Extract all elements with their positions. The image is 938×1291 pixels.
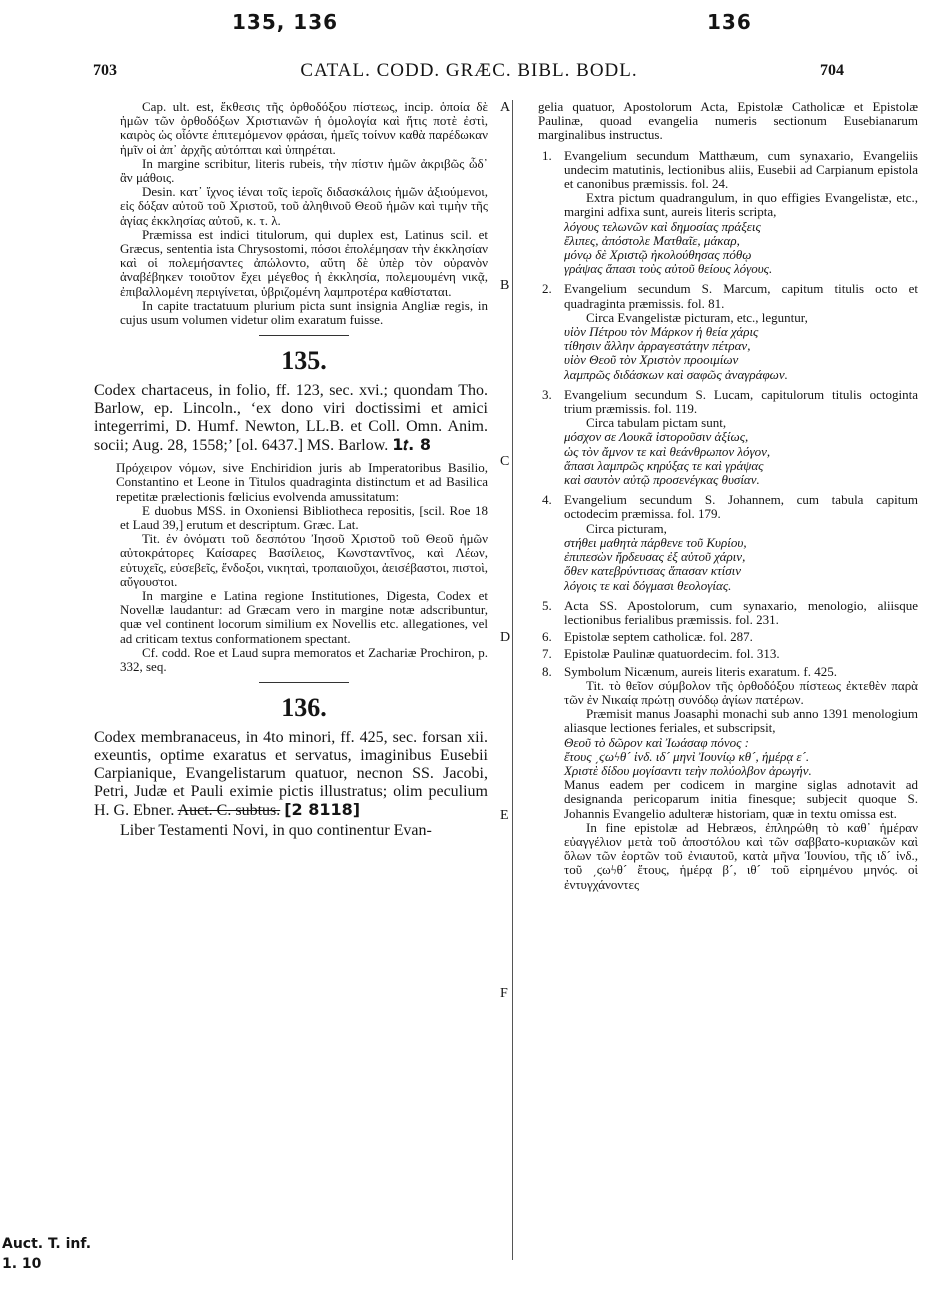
item-text-2: Evangelium secundum S. Marcum, capitum titulis octo et quadraginta præmissis. fol. 81. (564, 281, 918, 311)
list-item-5 (538, 599, 918, 627)
margin-letter-a: A (500, 100, 511, 115)
item-1-note: Extra pictum quadrangulum, in quo effigies Evangelistæ, etc., margini adfixa sunt, aureis literis scripta, (564, 190, 918, 220)
paragraph-in-fine: In fine epistolæ ad Hebræos, ἐπληρώθη τὸ καθ᾽ ἡμέραν εὐαγγέλιον μετὰ τοῦ ἀποστόλου καὶ τῶν σαββατο-κυριακῶν καὶ ὅλων τῶν ἑορτῶν τοῦ ἐνιαυτοῦ, κατὰ μῆνα Ἰουνίου, τῆς ιδ´ ἰνδ., τοῦ ͵ϛωϟθ´ ἔτους, ἡμέρᾳ β´, ιθ´ τοῦ εἰρημένου μηνός. οἱ ἐντυγχάνοντες (564, 819, 918, 892)
margin-note-shelfmark: Auct. T. inf. (2, 1236, 92, 1252)
verse-3-line-1: μόσχον σε Λουκᾶ ἱστοροῦσιν ἀξίως, (564, 429, 749, 445)
verse-1-line-2: ἔλιπες, ἀπόστολε Ματθαῖε, μάκαρ, (564, 232, 740, 248)
verse-1-line-3: μόνῳ δὲ Χριστῷ ἠκολούθησας πόθῳ (564, 247, 752, 263)
paragraph-in-capite: In capite tractatuum plurium picta sunt insignia Angliæ regis, in cujus usum volumen videtur olim exaratum fuisse. (120, 297, 488, 328)
item-3-note: Circa tabulam pictam sunt, (586, 415, 727, 431)
handwritten-shelfmark: [2 8118] (284, 800, 361, 820)
margin-letter-b: B (500, 278, 510, 293)
paragraph-e-duobus: E duobus MSS. in Oxoniensi Bibliotheca repositis, [scil. Roe 18 et Laud 39,] erutum et descriptum. Græc. Lat. (120, 502, 488, 533)
verse-3-line-2: ὡς τὸν ἄμνον τε καὶ θεάνθρωπον λόγον, (564, 443, 771, 459)
verse-4-line-3: ὅθεν κατεβρύντισας ἅπασαν κτίσιν (564, 563, 742, 579)
item-number-4: 4. (542, 492, 552, 508)
verse-1-line-1: λόγους τελωνῶν καὶ δημοσίας πράξεις (564, 218, 761, 234)
verse-2-line-3: υἱὸν Θεοῦ τὸν Χριστὸν προοιμίων (564, 352, 739, 368)
item-number-6: 6. (542, 629, 552, 645)
margin-letter-d: D (500, 630, 511, 645)
item-text-7: Epistolæ Paulinæ quatuordecim. fol. 313. (564, 646, 780, 662)
item-number-1: 1. (542, 147, 552, 163)
list-item-4 (538, 493, 918, 521)
list-item-7 (538, 647, 918, 661)
item-text-3: Evangelium secundum S. Lucam, capitulorum titulis octoginta trium præmissis. fol. 119. (564, 386, 918, 417)
margin-letter-c: C (500, 454, 510, 469)
list-item-1 (538, 149, 918, 192)
list-item-6 (538, 630, 918, 644)
section-rule-2 (259, 682, 349, 683)
margin-note-number: 1. 10 (2, 1256, 42, 1272)
handwritten-folio-number-right: 136 (707, 10, 752, 34)
verse-3-line-3: ἅπασι λαμπρῶς κηρύξας τε καὶ γράψας (564, 457, 764, 473)
paragraph-tit: Tit. ἐν ὀνόματι τοῦ δεσπότου Ἰησοῦ Χριστοῦ τοῦ Θεοῦ ἡμῶν αὐτοκράτορες Καίσαρες Βασίλειος, Κωνσταντῖνος, καὶ Λέων, εὐτυχεῖς, εὐσεβεῖς, ἔνδοξοι, νικηταὶ, τροπαιοῦχοι, ἀεισέβαστοι, πιστοὶ, αὔγουστοι. (120, 531, 488, 589)
paragraph-gelia: gelia quatuor, Apostolorum Acta, Epistolæ Catholicæ et Epistolæ Paulinæ, quoad evangelia numeris sectionum Eusebianarum marginalibus instructus. (538, 99, 918, 143)
margin-letter-e: E (500, 808, 509, 823)
verse-2-line-1: υἱὸν Πέτρου τὸν Μάρκον ἡ θεία χάρις (564, 324, 759, 340)
item-text-1: Evangelium secundum Matthæum, cum synaxario, Evangeliis undecim matutinis, lectionibus aliis, Eusebii ad Carpianum epistola et canonibus præmissis. fol. 24. (564, 147, 918, 192)
right-page-number: 704 (820, 62, 844, 79)
handwritten-folio-numbers: 135, 136 (232, 10, 339, 34)
verse-3-line-4: καὶ σαυτὸν αὐτῷ προσενέγκας θυσίαν. (564, 472, 760, 488)
column-divider (512, 100, 513, 1260)
item-text-8: Symbolum Nicænum, aureis literis exaratum. f. 425. (564, 663, 837, 679)
item-number-7: 7. (542, 646, 552, 662)
section-rule (259, 335, 349, 336)
list-item-3 (538, 388, 918, 416)
paragraph-liber: Liber Testamenti Novi, in quo continentur Evan- (120, 822, 432, 840)
paragraph-manus-eadem: Manus eadem per codicem in margine siglas adnotavit ad designanda pericoparum initia finesque; subjecit quoque S. Johannis Evangelio adulteræ historiam, quæ in textu omissa est. (564, 777, 918, 821)
item-2-note: Circa Evangelistæ picturam, etc., leguntur, (586, 309, 808, 325)
item-8-praemisit: Præmisit manus Joasaphi monachi sub anno 1391 menologium aliasque lectiones feriales, et subscripsit, (564, 706, 918, 736)
item-text-5: Acta SS. Apostolorum, cum synaxario, menologio, aliisque lectionibus ferialibus præmissis. fol. 231. (564, 597, 918, 627)
paragraph-desin: Desin. κατ᾽ ἴχνος ἱέναι τοῖς ἱεροῖς διδασκάλοις ἡμῶν ἀξιούμενοι, εἰς δόξαν αὐτοῦ τοῦ Χριστοῦ, τοῦ ἀληθινοῦ Θεοῦ ἡμῶν καὶ τιμὴν τῆς ἁγίας ἐκκλησίας αὐτοῦ, κ. τ. λ. (120, 184, 488, 228)
item-number-8: 8. (542, 663, 552, 679)
item-8-title: Tit. τὸ θεῖον σύμβολον τῆς ὀρθοδόξου πίστεως ἐκτεθὲν παρὰ τῶν ἐν Νικαίᾳ πρώτῃ συνόδῳ ἁγίων πατέρων. (564, 677, 918, 707)
paragraph-cf-codd: Cf. codd. Roe et Laud supra memoratos et Zachariæ Prochiron, p. 332, seq. (120, 644, 488, 675)
paragraph-in-margine-latina: In margine e Latina regione Institutiones, Digesta, Codex et Novellæ laudantur: ad Græcam vero in margine notæ adscribuntur, quæ vel continent locorum similium ex Novellis etc. allegationes, vel ad criticam textus conformationem spectant. (120, 588, 488, 646)
verse-5-line-2: ἔτους ͵ϛωϟθ´ ἰνδ. ιδ´ μηνὶ Ἰουνίῳ κθ´, ἡμέρᾳ ε´. (564, 748, 810, 764)
item-text-6: Epistolæ septem catholicæ. fol. 287. (564, 629, 753, 645)
codex-135-text: Codex chartaceus, in folio, ff. 123, sec. xvi.; quondam Tho. Barlow, ep. Lincoln., ‘ex dono viri doctissimi et amici integerrimi, D. Humf. Newton, LL.B. et Coll. Omn. Anim. socii; Aug. 28, 1558;’ [ol. 6437.] MS. Barlow. (94, 382, 488, 455)
section-number-135: 135. (281, 346, 327, 376)
verse-1-line-4: γράψας ἅπασι τοὺς αὐτοῦ θείους λόγους. (564, 261, 773, 277)
item-number-3: 3. (542, 386, 552, 402)
verse-2-line-2: τίθησιν ἄλλην ἀρραγεστάτην πέτραν, (564, 338, 751, 354)
paragraph-in-margine: In margine scribitur, literis rubeis, τὴν πίστιν ἡμῶν ἀκριβῶς ὧδ᾽ ἂν μάθοις. (120, 155, 488, 186)
item-4-note: Circa picturam, (586, 520, 667, 536)
verse-2-line-4: λαμπρῶς διδάσκων καὶ σαφῶς ἀναγράφων. (564, 366, 788, 382)
handwritten-folio-correction: 1𝑡. 8 (392, 435, 431, 455)
right-column (538, 100, 918, 892)
list-item-8 (538, 665, 918, 679)
codex-136-text: Codex membranaceus, in 4to minori, ff. 425, sec. forsan xii. exeuntis, optime exaratus et servatus, imaginibus Eusebii Carpianique, Evangelistarum quatuor, necnon SS. Jacobi, Petri, Judæ et Pauli eximie pictis illustratus; olim peculium H. G. Ebner. (94, 729, 488, 820)
section-number-136: 136. (281, 693, 327, 723)
paragraph-cap-ult: Cap. ult. est, ἔκθεσις τῆς ὀρθοδόξου πίστεως, incip. ὁποία δὲ ἡμῶν τῶν ὀρθοδόξων Χριστιανῶν ἡ ὁμολογία καὶ ἥτις ποτὲ ἐστὶ, καιρὸς ὡς οἷόντε ἐπιτεμόμενον φράσαι, ἡμεῖς τοίνυν καθὰ παρέδωκαν ἡμῖν οἱ ἀπ᾽ ἀρχῆς αὐτόπται καὶ ὑπηρέται. (120, 99, 488, 157)
verse-5-line-1: Θεοῦ τὸ δῶρον καὶ Ἰωάσαφ πόνος : (564, 734, 749, 750)
verse-5-line-3: Χριστὲ δίδου μογίσαντι τεὴν πολύολβον ἀρωγήν. (564, 762, 812, 778)
verse-4-line-2: ἐπιπεσὼν ἤρδευσας ἐξ αὐτοῦ χάριν, (564, 549, 746, 565)
paragraph-procheiron: Πρόχειρον νόμων, sive Enchiridion juris ab Imperatoribus Basilio, Constantino et Leone in Titulos quadraginta distinctum et ad Basilica repetitæ prælectionis fœlicius evolvenda amussitatum: (116, 460, 488, 504)
left-column (94, 99, 488, 840)
left-page-number: 703 (93, 62, 117, 79)
item-text-4: Evangelium secundum S. Johannem, cum tabula capitum octodecim præmissa. fol. 179. (564, 492, 918, 522)
verse-4-line-4: λόγοις τε καὶ δόγμασι θεολογίας. (564, 577, 732, 593)
running-title: CATAL. CODD. GRÆC. BIBL. BODL. (300, 60, 638, 81)
paragraph-praemissa: Præmissa est indici titulorum, qui duplex est, Latinus scil. et Græcus, sententia ista Chrysostomi, πόσοι ἐπολέμησαν τὴν ἐκκλησίαν καὶ οἱ πολεμήσαντες ἀπώλοντο, αὕτη δὲ ὑπὲρ τὸν οὐρανὸν ἀναβέβηκεν τοιοῦτον ἔχει μέγεθος ἡ ἐκκλησία, πολεμουμένη νικᾷ, ἐπιβαλλομένη περιγίνεται, ὑβριζομένη λαμπροτέρα καθίσταται. (120, 226, 488, 299)
margin-letter-f: F (500, 986, 508, 1001)
list-item-2 (538, 282, 918, 310)
codex-136-description (94, 729, 488, 820)
verse-4-line-1: στήθει μαθητὰ πάρθενε τοῦ Κυρίου, (564, 534, 747, 550)
codex-135-description (94, 382, 488, 455)
struck-shelfmark: Auct. C. subtus. (177, 802, 281, 820)
item-number-5: 5. (542, 597, 552, 613)
item-number-2: 2. (542, 281, 552, 297)
